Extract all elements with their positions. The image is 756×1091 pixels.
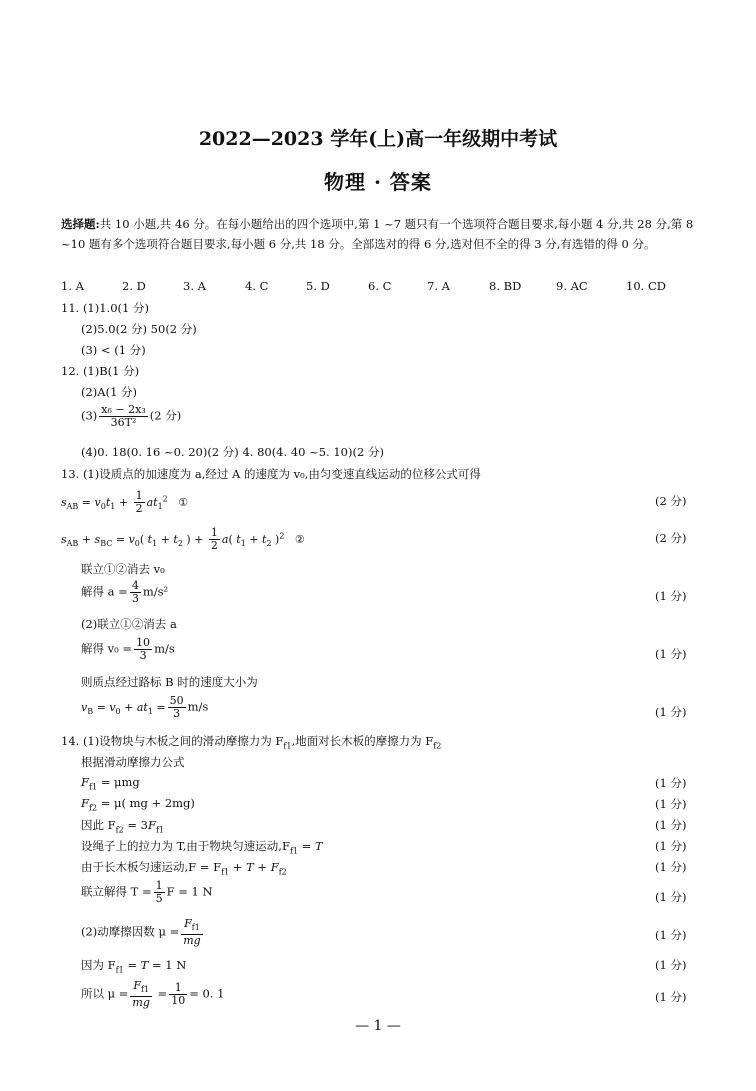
q13-vb-text: 则质点经过路标 B 时的速度大小为 [81,675,258,689]
multiple-choice-instructions [61,214,701,254]
q13-a-numerator: 4 [131,579,139,592]
q14-t-result: F = 1 N [166,884,213,899]
score-label: (2 分) [655,531,687,545]
score-label: (1 分) [655,958,687,972]
q14-line-tension: 设绳子上的拉力为 T,由于物块匀速运动$,F_{f1} = T$ (1 分) [81,839,687,856]
q11-part3: (3) < (1 分) [81,343,146,357]
q14-solve-label: 联立解得 T = [81,884,152,899]
q14-line-therefore: 因此 $F_{f2} = 3F_{f1}$ (1 分) [81,818,687,835]
q12-fraction [99,404,147,429]
q13-result-a [81,579,701,605]
choice-answer: 6. C [368,279,392,293]
q14-line-mu-def: (2)动摩擦因数 μ = $\frac{F_{f1}}{mg}$ (1 分) [81,917,687,948]
score-label: (1 分) [655,705,687,719]
score-label: (1 分) [655,647,687,661]
q14-mu-label: (2)动摩擦因数 μ = [81,924,180,939]
q11-part2: (2)5.0(2 分) 50(2 分) [81,322,197,336]
q13-a-denominator: 3 [131,592,139,605]
score-label: (1 分) [655,589,687,603]
q13-result-v0 [81,636,701,662]
q14-part1-text2: ,地面对长木板的摩擦力为 F [291,734,434,748]
q13-part2: (2)联立①②消去 a [81,617,177,631]
q14-t-denominator: 5 [155,892,163,905]
q12-part4: (4)0. 18(0. 16 ~0. 20)(2 分) 4. 80(4. 40 ~5. 10)(2 分) [81,445,384,459]
score-label: (1 分) [655,890,687,904]
q12-denominator: 36T² [110,416,137,429]
q14-line-because: 因为 $F_{f1} = T = 1$ N (1 分) [81,958,687,975]
q12-part3-score: (2 分) [149,408,182,423]
q14-line-solve-t [81,879,701,905]
q13-result-vb: $v_B = v_0 + at_1$ = $\frac{50}{3}$ m/s (1 分) [81,694,687,720]
q14-line-mu-result: 所以 μ = $\frac{F_{f1}}{mg}$ = $\frac{1}{10}$ = 0. 1 (1 分) [81,979,687,1010]
q13-part1: 13. (1)设质点的加速度为 a,经过 A 的速度为 v₀,由匀变速直线运动的位移公式可得 [61,467,481,481]
eq-marker-1: ① [178,495,189,509]
choice-answer: 10. CD [626,279,666,293]
choice-answer: 2. D [122,279,146,293]
choice-answer: 9. AC [556,279,588,293]
score-label: (1 分) [655,990,687,1004]
q14-part1: 14. (1)设物块与木板之间的滑动摩擦力为 $F_{f1}$,地面对长木板的摩擦力为 $F_{f2}$ [61,734,442,751]
q14-mu-den1: mg [132,996,150,1010]
q11-part1: 11. (1)1.0(1 分) [61,301,149,315]
choice-answer: 3. A [183,279,206,293]
score-label: (1 分) [655,818,687,832]
q13-eliminate-v0: 联立①②消去 v₀ [81,562,165,576]
choice-answer: 8. BD [489,279,522,293]
q13-equation-1: $s_{AB} = v_0t_1$ + $\frac{1}{2}$ $at_1^2$ ① (2 分) [61,489,687,515]
q12-part3 [81,404,181,429]
q13-vb-unit: m/s [187,699,209,714]
q14-line-ff1: $F_{f1} = \mu mg$ (1 分) [81,775,687,792]
q14-ff2-eq: = μ( mg + 2mg) [100,796,195,810]
score-label: (1 分) [655,797,687,811]
choice-answer: 1. A [61,279,84,293]
q14-t-numerator: 1 [155,879,163,892]
score-label: (1 分) [655,776,687,790]
q13-v0-label: 解得 v₀ = [81,641,133,656]
q14-mu-denominator: mg [183,934,201,948]
q14-tension-text: 设绳子上的拉力为 T,由于物块匀速运动,F [81,839,290,853]
q13-a-label: 解得 a = [81,584,128,599]
exam-title: 2022—2023 学年(上)高一年级期中考试 [198,128,558,150]
q14-mu-result-label: 所以 μ = [81,986,129,1001]
choice-answer: 7. A [427,279,450,293]
q14-ff1-eq: = μmg [100,775,140,789]
q13-v0-unit: m/s [154,641,175,656]
q14-line-ff2: $F_{f2} = \mu$( mg + 2mg) (1 分) [81,796,687,813]
q12-part2: (2)A(1 分) [81,385,138,399]
choice-answer: 5. D [306,279,330,293]
q14-mu-value: = 0. 1 [189,986,225,1001]
q14-board-text: 由于长木板匀速运动,F = F [81,860,222,874]
score-label: (1 分) [655,928,687,942]
score-label: (1 分) [655,860,687,874]
q14-part1-text: 14. (1)设物块与木板之间的滑动摩擦力为 F [61,734,284,748]
q12-numerator: x₆ − 2x₃ [101,403,146,416]
q13-vb-denominator: 3 [173,707,181,720]
q13-equation-2: $s_{AB} + s_{BC} = v_0$( $t_1 + t_2$ ) + $\frac{1}{2}$ a( $t_1 + t_2$ )$^2$ ② (2 分) [61,526,687,552]
q14-friction-formula: 根据滑动摩擦力公式 [81,755,185,769]
q14-therefore-text: 因此 F [81,818,116,832]
q13-vb-numerator: 50 [169,694,184,707]
eq-marker-2: ② [294,532,305,546]
q13-v0-numerator: 10 [136,636,151,649]
q14-because-text: 因为 F [81,958,116,972]
q14-mu-numerator: F [184,917,192,930]
q14-line-board: 由于长木板匀速运动$,F = F_{f1} + T + F_{f2}$ (1 分) [81,860,687,877]
score-label: (2 分) [655,494,687,508]
q14-mu-num1: F [133,979,141,992]
q12-part1: 12. (1)B(1 分) [61,364,140,378]
q13-a-unit: m/s² [142,584,169,599]
instructions-label: 选择题: [61,217,100,231]
instructions-text: 共 10 小题,共 46 分。在每小题给出的四个选项中,第 1 ~7 题只有一个选项符合题目要求,每小题 4 分,共 28 分,第 8 ~10 题有多个选项符合题目要求,每小题 6 分,共 18 分。全部选对的得 6 分,选对但不全的得 3 分,有选错的得 0 分。 [61,217,694,251]
answer-subtitle: 物理 · 答案 [324,170,432,194]
q13-v0-denominator: 3 [139,649,147,662]
q14-mu-den2: 10 [171,994,186,1008]
choice-answer: 4. C [245,279,269,293]
q12-part3-label: (3) [81,408,98,423]
q14-mu-num2: 1 [169,982,187,995]
page-number: — 1 — [355,1018,401,1034]
score-label: (1 分) [655,839,687,853]
